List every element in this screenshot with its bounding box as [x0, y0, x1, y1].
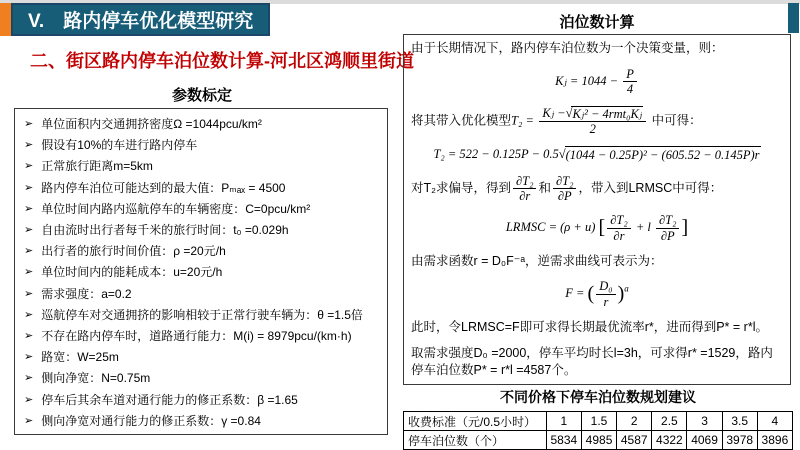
param-item: ➢ 路宽：W=25m — [21, 346, 381, 367]
table-row — [404, 412, 793, 431]
table-cell: 4587 — [617, 431, 652, 450]
fraction — [513, 174, 536, 204]
table-cell: 4322 — [652, 431, 687, 450]
partials-mid: 和 — [538, 181, 551, 196]
header-bar — [0, 3, 270, 36]
param-item: ➢ 停车后其余车道对通行能力的修正系数：β =1.65 — [21, 388, 381, 409]
left-paren: ( — [587, 282, 595, 305]
partials-pre: 对T₂求偏导，得到 — [411, 181, 511, 196]
intro-line: 由于长期情况下，路内停车泊位数为一个决策变量，则： — [411, 41, 724, 55]
formula-inverse-demand — [411, 279, 783, 309]
row-label-berths: 停车泊位数（个） — [404, 431, 547, 450]
left-panel — [14, 108, 388, 435]
exponent: a — [624, 283, 629, 294]
table-cell: 3 — [687, 412, 722, 431]
fraction-numerator — [539, 106, 646, 122]
formula-t2-result — [411, 146, 783, 164]
param-item: ➢ 自由流时出行者每千米的旅行时间：t₀ =0.029h — [21, 219, 381, 240]
table-cell: 3978 — [722, 431, 757, 450]
t2-result-pre: T₂ = 522 − 0.125P − 0.5 — [433, 147, 559, 162]
table-cell: 3896 — [757, 431, 792, 450]
table-cell: 2.5 — [652, 412, 687, 431]
right-panel — [403, 34, 791, 385]
fraction-numerator: ∂T₂ — [607, 213, 630, 228]
radical-sign: √ — [558, 147, 566, 162]
right-paren: ) — [617, 282, 625, 305]
param-item: ➢ 需求强度：a=0.2 — [21, 283, 381, 304]
formula-kj — [411, 67, 783, 97]
partials-line — [411, 174, 783, 204]
plan-table — [403, 411, 793, 450]
fraction — [596, 279, 615, 309]
table-cell: 4985 — [581, 431, 616, 450]
t2-model-prefix: 将其带入优化模型 — [411, 113, 512, 128]
fraction-numerator: P — [623, 67, 637, 82]
left-panel-title: 参数标定 — [171, 87, 232, 104]
sqrt — [566, 106, 644, 121]
param-item: ➢ 出行者的旅行时间价值：ρ =20元/h — [21, 240, 381, 261]
table-cell: 2 — [617, 412, 652, 431]
sqrt — [559, 146, 761, 164]
fraction — [607, 213, 630, 243]
numerator-text: Kⱼ − — [542, 105, 566, 120]
table-cell: 1.5 — [581, 412, 616, 431]
param-item: ➢ 巡航停车对交通拥挤的影响相较于正常行驶车辆为：θ =1.5倍 — [21, 304, 381, 325]
plan-table-section — [403, 387, 793, 450]
left-bracket: [ — [598, 216, 606, 239]
radicand: Kⱼ² − 4rmt₀Kⱼ — [572, 106, 643, 121]
table-cell: 4069 — [687, 431, 722, 450]
header-accent-orange — [0, 3, 11, 36]
fraction-denominator: r — [603, 294, 609, 309]
table-cell: 3.5 — [722, 412, 757, 431]
lrmsc-pre: LRMSC = (ρ + u) — [505, 220, 596, 235]
fraction-numerator: ∂T₂ — [656, 213, 679, 228]
fraction-numerator: D₀ — [596, 279, 615, 294]
table-row — [404, 431, 793, 450]
param-item: ➢ 假设有10%的车进行路内停车 — [21, 134, 381, 155]
param-list — [21, 113, 381, 431]
param-item: ➢ 单位时间内的能耗成本：u=20元/h — [21, 261, 381, 282]
fraction — [623, 67, 637, 97]
page-title: V. 路内停车优化模型研究 — [11, 3, 270, 36]
table-title: 不同价格下停车泊位数规划建议 — [500, 389, 696, 405]
radicand: (1044 − 0.25P)² − (605.52 − 0.145P)r — [565, 148, 760, 163]
lrmsc-mid: + l — [635, 220, 651, 235]
fraction — [553, 174, 576, 204]
fraction-numerator: ∂T₂ — [553, 174, 576, 189]
param-item: ➢ 侧向净宽：N=0.75m — [21, 367, 381, 388]
demand-line: 由需求函数r = D₀F⁻ᵃ，逆需求曲线可表示为： — [411, 253, 663, 268]
conclusion-line-2: 取需求强度D₀ =2000，停车平均时长l=3h，可求得r* =1529，路内停车泊位数P* = r*l =4587个。 — [411, 346, 773, 378]
fraction-denominator: ∂r — [613, 228, 625, 243]
partials-suf: ，带入到LRMSC中可得： — [578, 181, 723, 196]
row-label-fee: 收费标准（元/0.5小时） — [404, 412, 547, 431]
inverse-demand-pre: F = — [565, 285, 585, 300]
t2-model-suffix: 中可得： — [651, 113, 702, 128]
table-cell: 4 — [757, 412, 792, 431]
fraction-denominator: 2 — [589, 122, 596, 137]
fraction-numerator: ∂T₂ — [513, 174, 536, 189]
param-item: ➢ 单位面积内交通拥挤密度Ω =1044pcu/km² — [21, 113, 381, 134]
radical-sign: √ — [565, 105, 573, 120]
fraction — [656, 213, 679, 243]
param-item: ➢ 路内停车泊位可能达到的最大值：Pₘₐₓ = 4500 — [21, 177, 381, 198]
table-cell: 1 — [546, 412, 581, 431]
fraction-denominator: ∂P — [557, 189, 572, 204]
fraction-denominator: 4 — [626, 81, 634, 96]
param-item: ➢ 正常旅行距离m=5km — [21, 155, 381, 176]
right-bracket: ] — [681, 216, 689, 239]
formula-kj-lhs: Kⱼ = 1044 − — [555, 73, 619, 88]
param-item: ➢ 不存在路内停车时，道路通行能力：M(i) = 8979pcu/(km·h) — [21, 325, 381, 346]
fraction-denominator: ∂r — [519, 189, 531, 204]
fraction — [539, 106, 646, 137]
param-item: ➢ 侧向净宽对通行能力的修正系数：γ =0.84 — [21, 410, 381, 431]
subtitle: 二、街区路内停车泊位数计算-河北区鸿顺里街道 — [30, 51, 414, 71]
right-panel-title: 泊位数计算 — [559, 14, 635, 31]
param-item: ➢ 单位时间内路内巡航停车的车辆密度：C=0pcu/km² — [21, 198, 381, 219]
table-cell: 5834 — [546, 431, 581, 450]
formula-lrmsc — [411, 213, 783, 243]
conclusion-line-1: 此时，令LRMSC=F即可求得长期最优流率r*，进而得到P* = r*l。 — [411, 319, 768, 334]
t2-model-lhs: T₂ = — [511, 113, 534, 128]
formula-t2-model-line — [411, 106, 783, 137]
fraction-denominator: ∂P — [660, 228, 675, 243]
